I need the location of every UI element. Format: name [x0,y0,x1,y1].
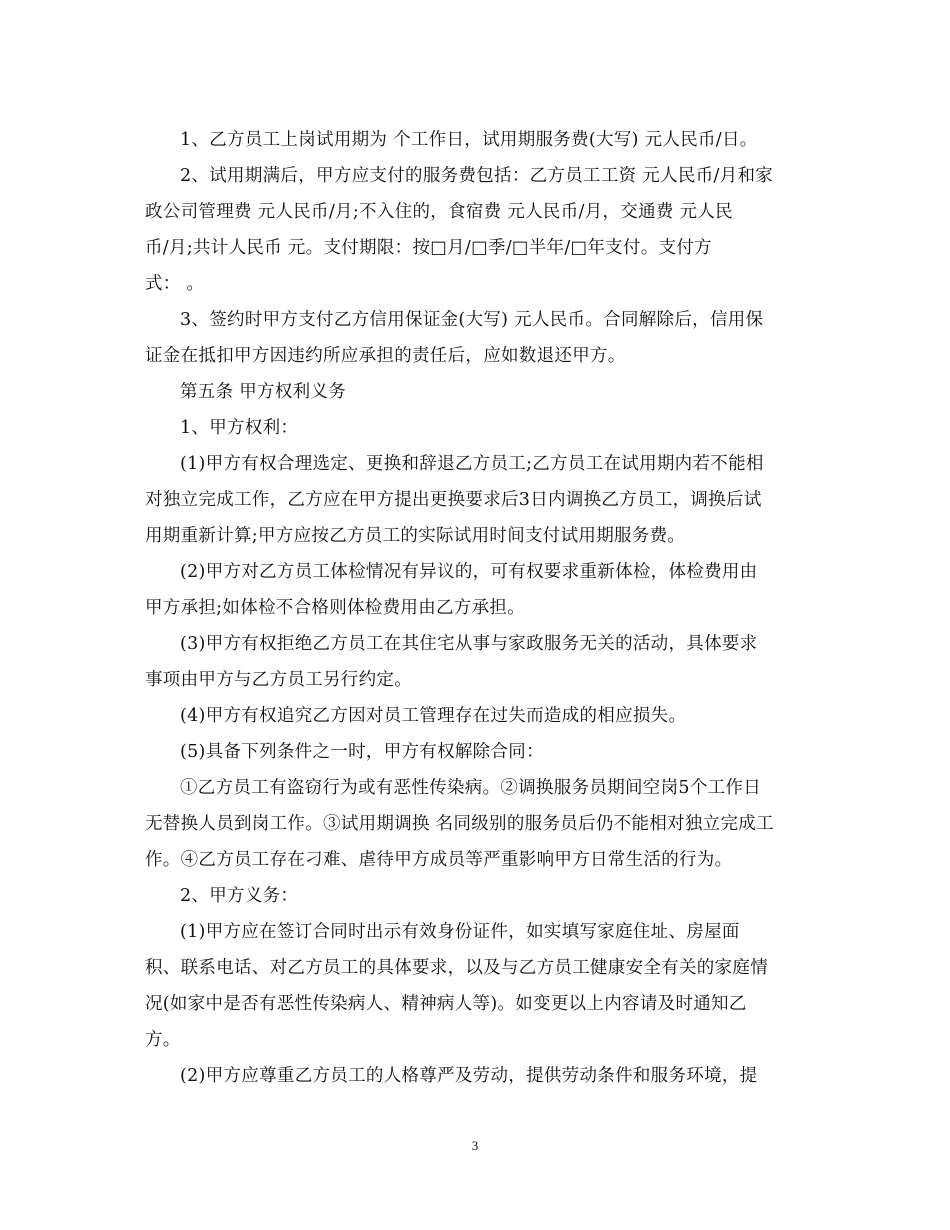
text-line: 无替换人员到岗工作。③试用期调换 名同级别的服务员后仍不能相对独立完成工 [145,814,774,834]
text-line: 政公司管理费 元人民币/月;不入住的，食宿费 元人民币/月，交通费 元人民 [145,202,733,222]
text-line: 事项由甲方与乙方员工另行约定。 [145,670,412,690]
text-line: 况(如家中是否有恶性传染病人、精神病人等)。如变更以上内容请及时通知乙 [145,994,747,1014]
text-line: 对独立完成工作，乙方应在甲方提出更换要求后3日内调换乙方员工，调换后试 [145,490,762,510]
subsection-heading: 1、甲方权利： [180,418,299,438]
text-line: 1、乙方员工上岗试用期为 个工作日，试用期服务费(大写) 元人民币/日。 [180,130,758,150]
text-line: 2、试用期满后，甲方应支付的服务费包括：乙方员工工资 元人民币/月和家 [180,166,774,186]
text-line: (5)具备下列条件之一时，甲方有权解除合同： [180,742,544,762]
text-line: 方。 [145,1030,181,1050]
text-line: (2)甲方对乙方员工体检情况有异议的，可有权要求重新体检，体检费用由 [180,562,758,582]
text-line: 证金在抵扣甲方因违约所应承担的责任后，应如数退还甲方。 [145,346,626,366]
text-line: 积、联系电话、对乙方员工的具体要求，以及与乙方员工健康安全有关的家庭情 [145,958,768,978]
text-line: 甲方承担;如体检不合格则体检费用由乙方承担。 [145,598,525,618]
text-line: 币/月;共计人民币 元。支付期限：按□月/□季/□半年/□年支付。支付方 [145,238,712,258]
document-body [145,122,805,1094]
section-heading: 第五条 甲方权利义务 [180,382,347,402]
text-line: 用期重新计算;甲方应按乙方员工的实际试用时间支付试用期服务费。 [145,526,686,546]
text-line: ①乙方员工有盗窃行为或有恶性传染病。②调换服务员期间空岗5个工作日 [180,778,762,798]
text-line: 式： 。 [145,274,205,294]
text-line: (1)甲方有权合理选定、更换和辞退乙方员工;乙方员工在试用期内若不能相 [180,454,764,474]
text-line: 3、签约时甲方支付乙方信用保证金(大写) 元人民币。合同解除后，信用保 [180,310,764,330]
text-line: (3)甲方有权拒绝乙方员工在其住宅从事与家政服务无关的活动，具体要求 [180,634,758,654]
text-line: (2)甲方应尊重乙方员工的人格尊严及劳动，提供劳动条件和服务环境，提 [180,1066,758,1086]
text-line: (4)甲方有权追究乙方因对员工管理存在过失而造成的相应损失。 [180,706,687,726]
subsection-heading: 2、甲方义务： [180,886,299,906]
text-line: 作。④乙方员工存在刁难、虐待甲方成员等严重影响甲方日常生活的行为。 [145,850,733,870]
page-number: 3 [471,1138,479,1153]
text-line: (1)甲方应在签订合同时出示有效身份证件，如实填写家庭住址、房屋面 [180,922,740,942]
